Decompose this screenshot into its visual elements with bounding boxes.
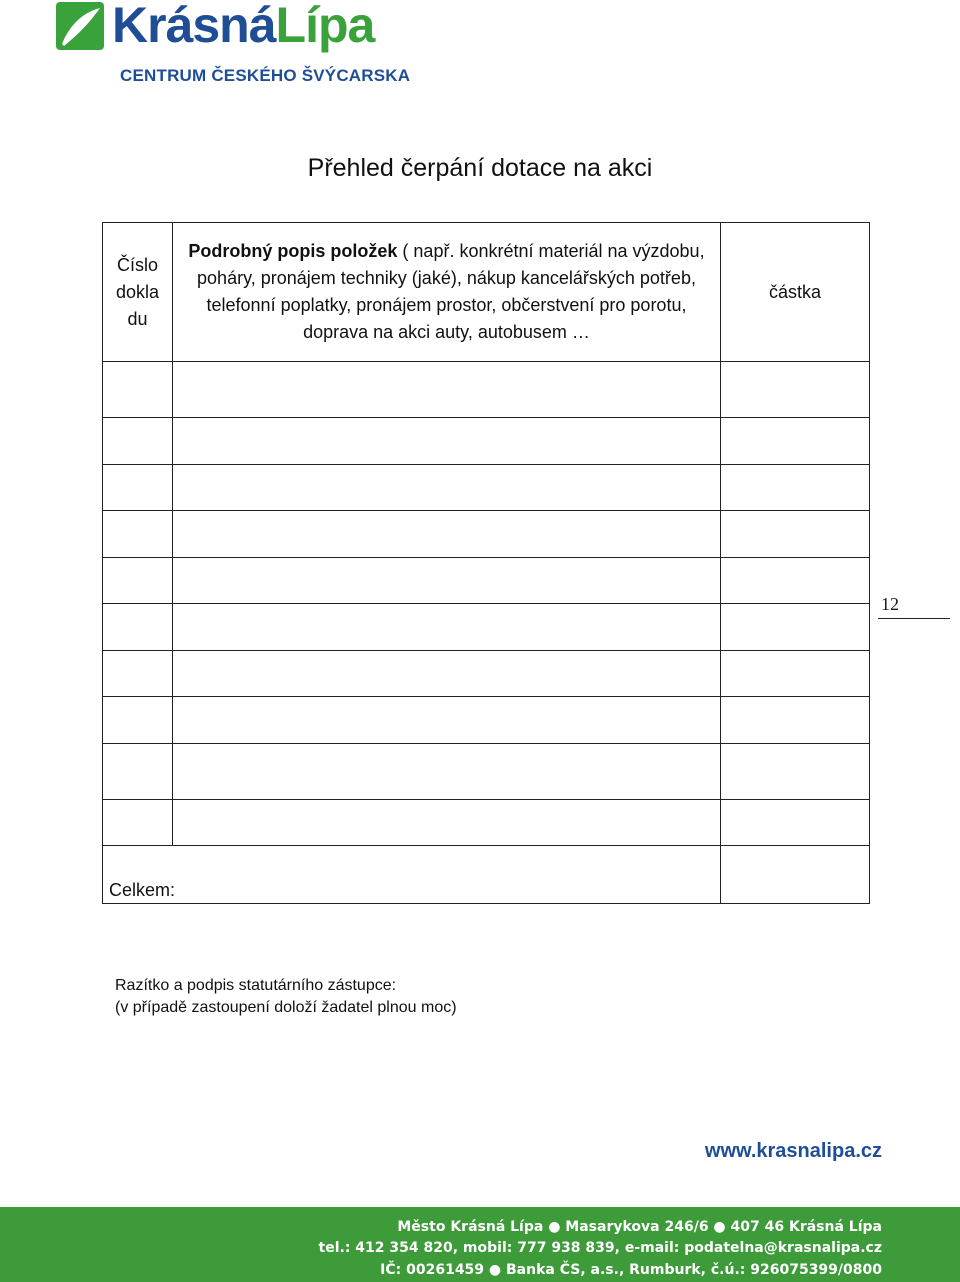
header-description-bold: Podrobný popis položek: [188, 241, 398, 261]
logo-name-part2: Lípa: [275, 0, 375, 53]
total-label: Celkem:: [103, 846, 721, 904]
page-title: Přehled čerpání dotace na akci: [307, 154, 653, 182]
expense-table: [102, 222, 870, 904]
cell-description[interactable]: [173, 418, 721, 465]
cell-amount[interactable]: [721, 362, 870, 418]
cell-description[interactable]: [173, 800, 721, 846]
table-row: [103, 558, 870, 604]
cell-document-number[interactable]: [103, 362, 173, 418]
cell-document-number[interactable]: [103, 697, 173, 744]
cell-amount[interactable]: [721, 558, 870, 604]
table-row: [103, 511, 870, 558]
header-col1-line: dokla: [115, 281, 160, 302]
cell-description[interactable]: [173, 604, 721, 651]
cell-amount[interactable]: [721, 465, 870, 511]
signature-line-2: (v případě zastoupení doloží žadatel plnou moc): [115, 999, 457, 1016]
total-row: [103, 846, 870, 904]
table-row: [103, 744, 870, 800]
cell-description[interactable]: [173, 558, 721, 604]
header-document-number: [103, 223, 173, 362]
footer-address: Město Krásná Lípa ● Masarykova 246/6 ● 407 46 Krásná Lípa: [397, 1219, 882, 1235]
cell-document-number[interactable]: [103, 418, 173, 465]
logo-name-part1: Krásná: [112, 0, 276, 53]
table-row: [103, 362, 870, 418]
footer-bar: [0, 1207, 960, 1282]
cell-document-number[interactable]: [103, 651, 173, 697]
header-description-rest: ( např. konkrétní materiál na výzdobu, poháry, pronájem techniky (jaké), nákup kancelářských potřeb, telefonní poplatky, pronájem prostor, občerstvení pro porotu, doprava na akci auty, autobusem …: [197, 241, 705, 342]
logo-subtitle: CENTRUM ČESKÉHO ŠVÝCARSKA: [120, 66, 411, 85]
cell-document-number[interactable]: [103, 800, 173, 846]
table-row: [103, 800, 870, 846]
table-row: [103, 465, 870, 511]
cell-document-number[interactable]: [103, 465, 173, 511]
cell-document-number[interactable]: [103, 558, 173, 604]
header-col1-line: Číslo: [116, 254, 158, 275]
table-row: [103, 604, 870, 651]
signature-line-1: Razítko a podpis statutárního zástupce:: [115, 977, 397, 994]
logo: [56, 0, 411, 88]
cell-amount[interactable]: [721, 418, 870, 465]
header-amount: částka: [721, 223, 870, 362]
table-row: [103, 697, 870, 744]
footer-contacts: tel.: 412 354 820, mobil: 777 938 839, e-mail: podatelna@krasnalipa.cz: [318, 1240, 882, 1256]
cell-document-number[interactable]: [103, 604, 173, 651]
cell-amount[interactable]: [721, 651, 870, 697]
website-link[interactable]: www.krasnalipa.cz: [704, 1140, 882, 1162]
cell-description[interactable]: [173, 697, 721, 744]
page-number: 12: [878, 594, 950, 619]
table-header-row: [103, 223, 870, 362]
table-row: [103, 418, 870, 465]
cell-description[interactable]: [173, 744, 721, 800]
header-description: [173, 223, 721, 362]
footer-bank: IČ: 00261459 ● Banka ČS, a.s., Rumburk, č.ú.: 926075399/0800: [380, 1262, 882, 1278]
cell-document-number[interactable]: [103, 744, 173, 800]
total-amount-cell[interactable]: [721, 846, 870, 904]
leaf-logo-icon: [56, 2, 104, 50]
header-col1-line: du: [127, 308, 148, 329]
cell-amount[interactable]: [721, 800, 870, 846]
cell-description[interactable]: [173, 362, 721, 418]
logo-wordmark: [112, 0, 374, 54]
cell-description[interactable]: [173, 651, 721, 697]
signature-block: [115, 975, 457, 1019]
cell-amount[interactable]: [721, 604, 870, 651]
table-row: [103, 651, 870, 697]
cell-amount[interactable]: [721, 744, 870, 800]
cell-amount[interactable]: [721, 511, 870, 558]
cell-description[interactable]: [173, 465, 721, 511]
cell-description[interactable]: [173, 511, 721, 558]
cell-document-number[interactable]: [103, 511, 173, 558]
cell-amount[interactable]: [721, 697, 870, 744]
